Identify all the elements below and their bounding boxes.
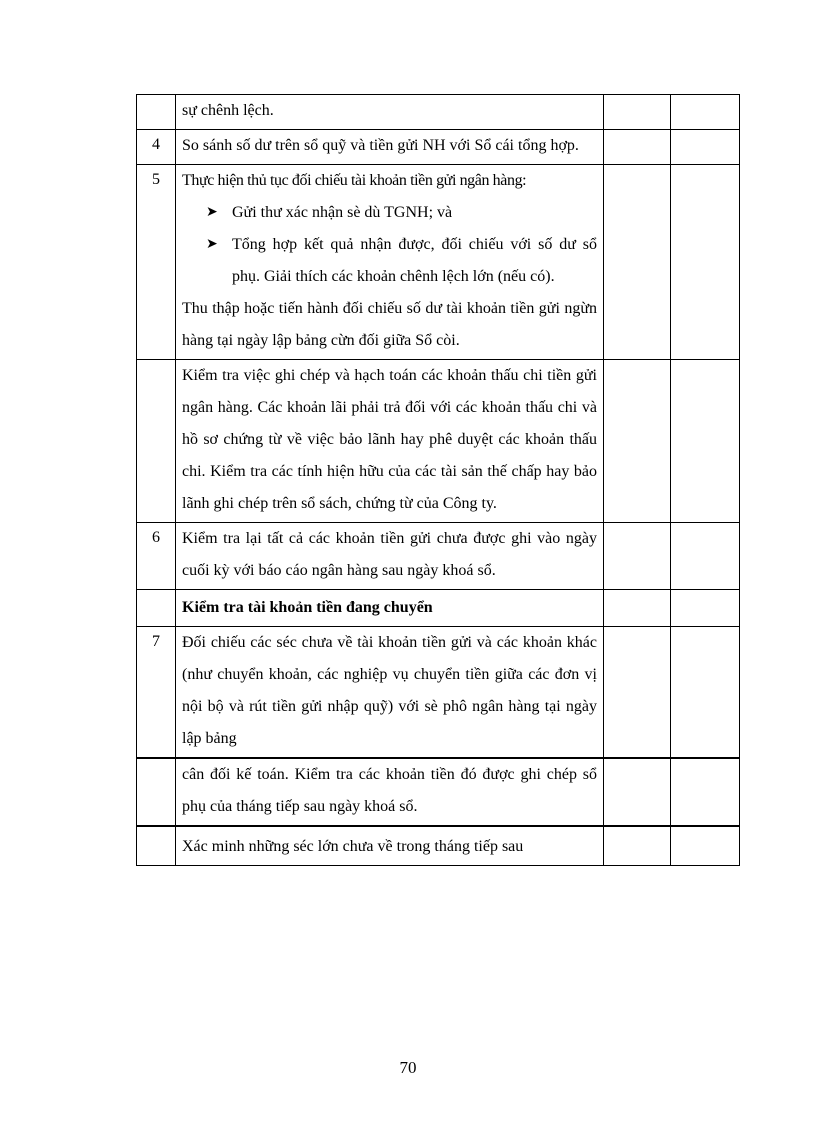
procedure-text: Đối chiếu các séc chưa về tài khoản tiền gửi và các khoản khác (như chuyển khoản, các nghiệp vụ chuyển tiền giữa các đơn vị nội bộ và rút tiền gửi nhập quỹ) với sè phô ngân hàng tại ngày lập bảng <box>176 627 604 759</box>
empty-cell <box>604 826 671 866</box>
table-row <box>137 758 740 826</box>
bullet-item <box>182 229 597 293</box>
empty-cell <box>604 130 671 165</box>
empty-cell <box>604 590 671 627</box>
row-number <box>137 758 176 826</box>
row-number <box>137 590 176 627</box>
empty-cell <box>604 627 671 759</box>
row-number <box>137 95 176 130</box>
procedure-intro: Thực hiện thủ tục đối chiếu tài khoản tiền gửi ngân hàng: <box>182 172 527 189</box>
table-row <box>137 165 740 360</box>
arrow-bullet-icon: ➤ <box>206 205 218 220</box>
bullet-item <box>182 197 597 229</box>
table-row <box>137 95 740 130</box>
empty-cell <box>671 523 740 590</box>
row-number <box>137 826 176 866</box>
table-row <box>137 523 740 590</box>
row-number: 4 <box>137 130 176 165</box>
empty-cell <box>604 758 671 826</box>
empty-cell <box>604 523 671 590</box>
procedure-text: Kiểm tra lại tất cả các khoản tiền gửi chưa được ghi vào ngày cuối kỳ với báo cáo ngân hàng sau ngày khoá sổ. <box>176 523 604 590</box>
section-heading: Kiểm tra tài khoản tiền đang chuyển <box>176 590 604 627</box>
row-number: 7 <box>137 627 176 759</box>
empty-cell <box>671 758 740 826</box>
empty-cell <box>604 95 671 130</box>
empty-cell <box>671 590 740 627</box>
procedure-text: Kiểm tra việc ghi chép và hạch toán các khoản thấu chi tiền gửi ngân hàng. Các khoản lãi phải trả đối với các khoản thấu chi và hồ sơ chứng từ về việc bảo lãnh hay phê duyệt các khoản thấu chi. Kiểm tra các tính hiện hữu của các tài sản thế chấp hay bảo lãnh ghi chép trên sổ sách, chứng từ của Công ty. <box>176 360 604 523</box>
procedure-outro: Thu thập hoặc tiến hành đối chiếu số dư tài khoản tiền gửi ngừn hàng tại ngày lập bảng cừn đối giữa Sổ còi. <box>182 300 597 349</box>
procedure-text: cân đối kế toán. Kiểm tra các khoản tiền đó được ghi chép sổ phụ của tháng tiếp sau ngày khoá sổ. <box>176 758 604 826</box>
row-number <box>137 360 176 523</box>
empty-cell <box>671 627 740 759</box>
bullet-text: Tổng hợp kết quả nhận được, đối chiếu với số dư sổ phụ. Giải thích các khoản chênh lệch lớn (nếu có). <box>232 236 597 285</box>
table-row <box>137 590 740 627</box>
procedure-text: sự chênh lệch. <box>176 95 604 130</box>
table-row <box>137 627 740 759</box>
empty-cell <box>671 95 740 130</box>
procedure-text: So sánh số dư trên sổ quỹ và tiền gửi NH với Sổ cái tổng hợp. <box>176 130 604 165</box>
empty-cell <box>671 165 740 360</box>
audit-procedure-table <box>136 94 740 866</box>
table-row <box>137 360 740 523</box>
empty-cell <box>604 165 671 360</box>
bullet-text: Gửi thư xác nhận sè dù TGNH; và <box>232 204 453 221</box>
table-row <box>137 130 740 165</box>
procedure-text: Xác minh những séc lớn chưa về trong tháng tiếp sau <box>176 826 604 866</box>
empty-cell <box>604 360 671 523</box>
row-number: 6 <box>137 523 176 590</box>
procedure-block <box>176 165 604 360</box>
arrow-bullet-icon: ➤ <box>206 237 218 252</box>
empty-cell <box>671 826 740 866</box>
table-row <box>137 826 740 866</box>
row-number: 5 <box>137 165 176 360</box>
page-number: 70 <box>399 1058 417 1077</box>
empty-cell <box>671 360 740 523</box>
empty-cell <box>671 130 740 165</box>
